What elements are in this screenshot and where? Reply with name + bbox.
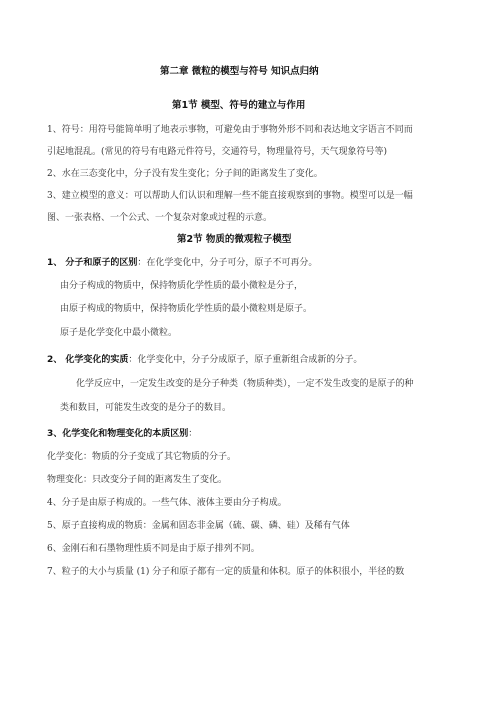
- item-3-line-b: 物理变化：只改变分子间的距离发生了变化。: [47, 475, 228, 485]
- document-title: 第二章 微粒的模型与符号 知识点归纳: [160, 66, 319, 77]
- section-2-heading: 第2节 物质的微观粒子模型: [177, 234, 292, 245]
- paragraph-3-line-1: 3、建立模型的意义：可以帮助人们认识和理解一些不能直接观察到的事物。模型可以是一幅: [47, 191, 413, 201]
- paragraph-4: 4、分子是由原子构成的。一些气体、液体主要由分子构成。: [47, 498, 287, 508]
- paragraph-1-line-1: 1、符号：用符号能简单明了地表示事物，可避免由于事物外形不同和表达地文字语言不同而: [47, 125, 413, 135]
- paragraph-7: 7、粒子的大小与质量 (1) 分子和原子都有一定的质量和体积。原子的体积很小，半径的数: [47, 567, 405, 577]
- item-3-text: ：: [188, 429, 198, 439]
- item-2-line-b: 类和数目，可能发生改变的是分子的数目。: [60, 403, 232, 413]
- paragraph-3-line-2: 图、一张表格、一个公式、一个复杂对象或过程的示意。: [47, 213, 273, 223]
- item-1: [47, 257, 317, 269]
- paragraph-1-line-2: 引起地混乱。(常见的符号有电路元件符号，交通符号，物理量符号，天气现象符号等): [47, 147, 388, 157]
- item-2: [47, 354, 362, 366]
- item-1-heading: 1、 分子和原子的区别: [47, 258, 138, 268]
- item-2-heading: 2、 化学变化的实质: [47, 355, 129, 365]
- item-2-text: ：化学变化中，分子分成原子，原子重新组合成新的分子。: [128, 355, 363, 365]
- item-1-line-b: 由原子构成的物质中，保持物质化学性质的最小微粒则是原子。: [60, 304, 313, 314]
- item-1-line-c: 原子是化学变化中最小微粒。: [60, 328, 178, 338]
- item-1-text: ：在化学变化中，分子可分，原子不可再分。: [137, 258, 318, 268]
- item-1-line-a: 由分子构成的物质中，保持物质化学性质的最小微粒是分子，: [60, 281, 304, 291]
- section-1-heading: 第1节 模型、符号的建立与作用: [172, 100, 306, 111]
- item-3: [47, 428, 197, 440]
- paragraph-2: 2、水在三态变化中，分子没有发生变化；分子间的距离发生了变化。: [47, 169, 323, 179]
- item-3-line-a: 化学变化：物质的分子变成了其它物质的分子。: [47, 452, 237, 462]
- paragraph-6: 6、金刚石和石墨物理性质不同是由于原子排列不同。: [47, 544, 260, 554]
- item-2-line-a: 化学反应中，一定发生改变的是分子种类（物质种类），一定不发生改变的是原子的种: [76, 379, 414, 389]
- paragraph-5: 5、原子直接构成的物质：金属和固态非金属（硫、碳、磷、硅）及稀有气体: [47, 521, 350, 531]
- item-3-heading: 3、化学变化和物理变化的本质区别: [47, 429, 189, 439]
